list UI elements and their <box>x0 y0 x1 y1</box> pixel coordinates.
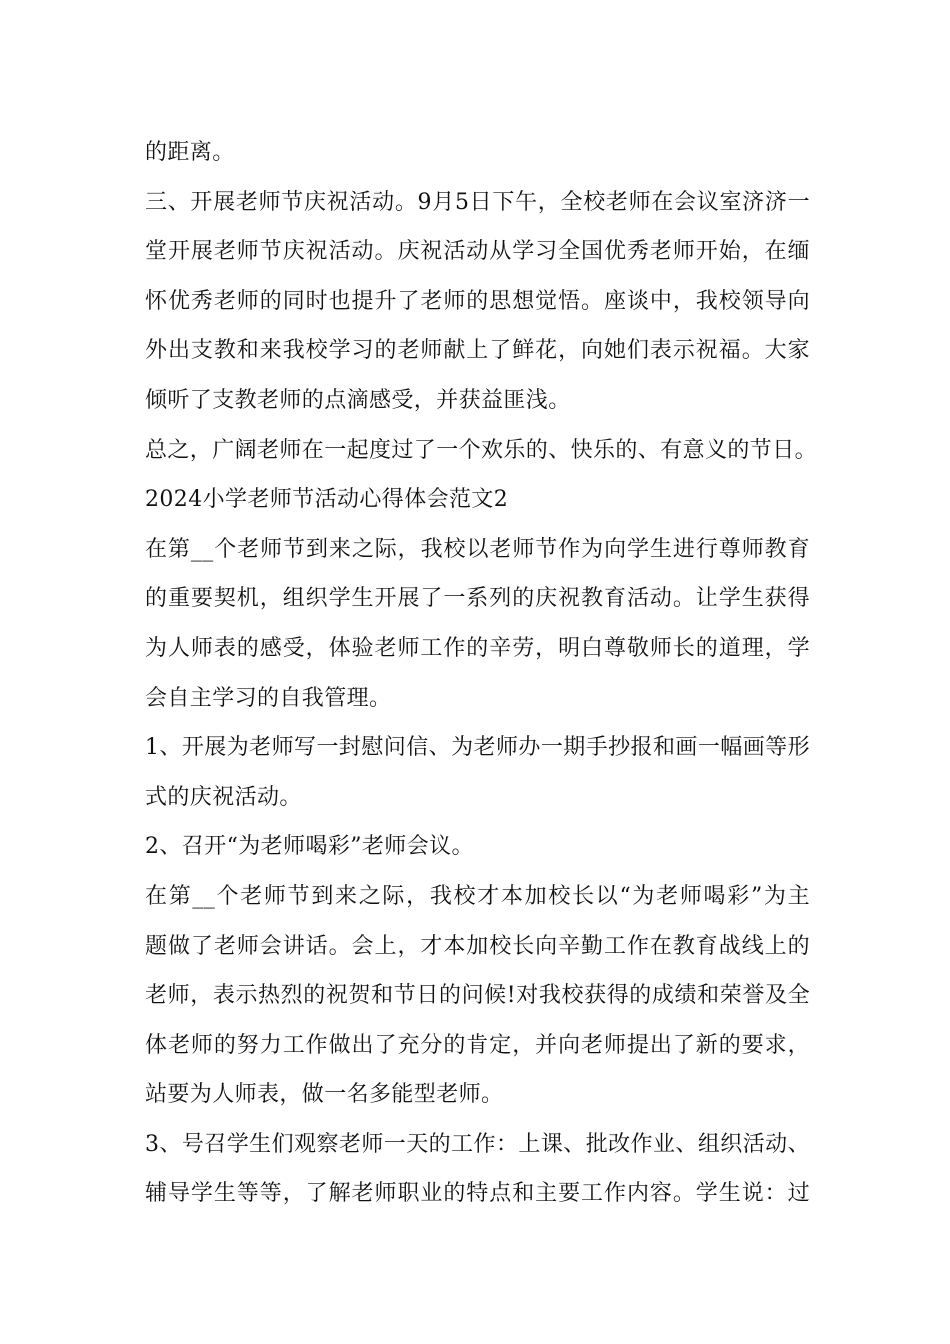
text-line: 老师，表示热烈的祝贺和节日的问候!对我校获得的成绩和荣誉及全 <box>145 983 810 1009</box>
text-line: 会自主学习的自我管理。 <box>145 685 392 711</box>
text-line: 式的庆祝活动。 <box>145 784 302 810</box>
text-line: 在第__个老师节到来之际，我校才本加校长以“为老师喝彩”为主 <box>145 883 810 909</box>
text-line: 的重要契机，组织学生开展了一系列的庆祝教育活动。让学生获得 <box>145 586 810 612</box>
text-line: 怀优秀老师的同时也提升了老师的思想觉悟。座谈中，我校领导向 <box>145 288 810 314</box>
text-line: 总之，广阔老师在一起度过了一个欢乐的、快乐的、有意义的节日。 <box>145 437 818 463</box>
text-line: 题做了老师会讲话。会上，才本加校长向辛勤工作在教育战线上的 <box>145 933 810 959</box>
document-body <box>145 128 818 1219</box>
text-line: 的距离。 <box>145 140 235 165</box>
text-line: 外出支教和来我校学习的老师献上了鲜花，向她们表示祝福。大家 <box>145 338 810 364</box>
text-line: 1、开展为老师写一封慰问信、为老师办一期手抄报和画一幅画等形 <box>145 735 810 761</box>
text-line: 倾听了支教老师的点滴感受，并获益匪浅。 <box>145 387 571 413</box>
text-line: 2、召开“为老师喝彩”老师会议。 <box>145 834 474 860</box>
text-line: 3、号召学生们观察老师一天的工作：上课、批改作业、组织活动、 <box>145 1131 810 1157</box>
text-line: 堂开展老师节庆祝活动。庆祝活动从学习全国优秀老师开始，在缅 <box>145 239 810 265</box>
text-line: 辅导学生等等，了解老师职业的特点和主要工作内容。学生说：过 <box>145 1181 810 1207</box>
text-line: 站要为人师表，做一名多能型老师。 <box>145 1082 504 1108</box>
section-heading: 2024小学老师节活动心得体会范文2 <box>145 487 509 513</box>
text-line: 三、开展老师节庆祝活动。9月5日下午，全校老师在会议室济济一 <box>145 189 810 215</box>
text-line: 在第__个老师节到来之际，我校以老师节作为向学生进行尊师教育 <box>145 536 810 562</box>
text-line: 体老师的努力工作做出了充分的肯定，并向老师提出了新的要求， <box>145 1032 810 1058</box>
text-line: 为人师表的感受，体验老师工作的辛劳，明白尊敬师长的道理，学 <box>145 635 810 661</box>
